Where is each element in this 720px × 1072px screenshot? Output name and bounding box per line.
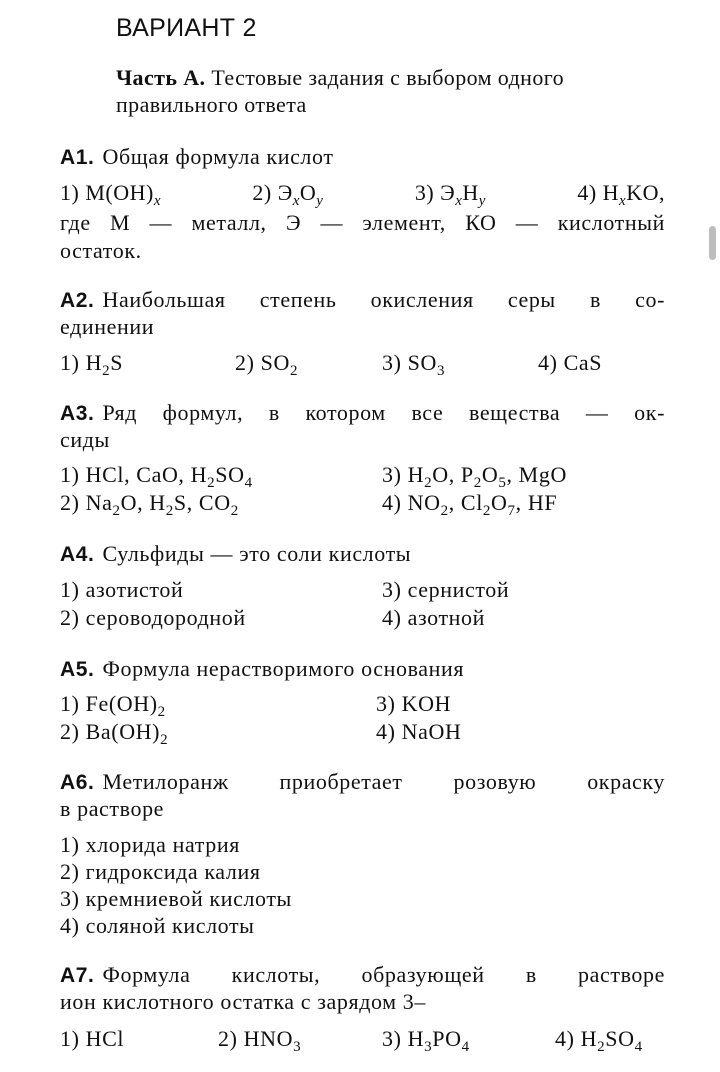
- question-number: А6.: [60, 771, 95, 794]
- answer-option-3: 3) $SO_3$: [382, 350, 446, 379]
- answer-option-1: 1) азотистой: [60, 577, 184, 602]
- part-text: Тестовые задания с выбором одного правильного ответа: [116, 65, 565, 117]
- question-a7: [60, 962, 665, 989]
- answer-option-2: 2) $SO_2$: [235, 350, 299, 379]
- answer-option-1: 1) $M(OH)_x$: [60, 180, 161, 209]
- answer-option-4: 4) соляной кислоты: [60, 913, 255, 938]
- answer-option-3: 3) сернистой: [382, 577, 510, 602]
- part-label: Часть А.: [116, 65, 206, 90]
- answer-option-2: 2) $Ba(OH)_2$: [60, 719, 169, 748]
- question-text: Сульфиды — это соли кислоты: [102, 541, 412, 566]
- answer-option-2: 2) $Э_xO_y$: [252, 180, 324, 209]
- question-a1: [60, 144, 665, 171]
- question-text: Наибольшая степень окисления серы в со-: [102, 287, 665, 312]
- question-a6: [60, 769, 665, 796]
- question-a4: [60, 541, 665, 568]
- question-number: А1.: [60, 146, 95, 169]
- answer-option-1: 1) $H_2S$: [60, 350, 124, 379]
- part-heading: [116, 64, 676, 118]
- question-a6-line2: в растворе: [60, 796, 165, 821]
- answer-option-2: 2) сероводородной: [60, 605, 246, 630]
- a1-note-line1: где М — металл, Э — элемент, КО — кислотный: [60, 210, 665, 235]
- answer-option-2: 2) $HNO_3$: [218, 1026, 302, 1055]
- question-number: А3.: [60, 402, 95, 425]
- question-a7-line2: ион кислотного остатка с зарядом 3–: [60, 989, 426, 1014]
- variant-title: ВАРИАНТ 2: [116, 14, 257, 42]
- answer-option-4: 4) азотной: [382, 605, 486, 630]
- answer-option-4: 4) $NO_2$, $Cl_2O_7$, HF: [382, 490, 558, 519]
- answer-option-2: 2) гидроксида калия: [60, 859, 261, 884]
- answer-option-1: 1) HCl: [60, 1026, 125, 1051]
- question-a2: [60, 287, 665, 314]
- answer-option-1: 1) хлорида натрия: [60, 832, 240, 857]
- question-a3: [60, 400, 665, 427]
- answer-option-3: 3) KOH: [376, 691, 452, 716]
- question-a2-line2: единении: [60, 314, 155, 339]
- question-number: А7.: [60, 964, 95, 987]
- question-number: А4.: [60, 543, 95, 566]
- answer-option-4: 4) $H_2SO_4$: [555, 1026, 643, 1055]
- answer-option-1: 1) HCl, CaO, $H_2SO_4$: [60, 462, 253, 491]
- answer-option-3: 3) $H_2O$, $P_2O_5$, MgO: [382, 462, 567, 491]
- question-text: Метилоранж приобретает розовую окраску: [102, 769, 665, 794]
- a1-note-line2: остаток.: [60, 238, 142, 263]
- answer-option-1: 1) $Fe(OH)_2$: [60, 691, 166, 720]
- question-a5: [60, 656, 665, 683]
- question-number: А2.: [60, 289, 95, 312]
- answer-option-4: 4) NaOH: [376, 719, 462, 744]
- answer-option-4: 4) $H_xKO$,: [577, 180, 665, 209]
- question-text: Формула кислоты, образующей в растворе: [102, 962, 665, 987]
- scrollbar-thumb[interactable]: [709, 226, 716, 260]
- a1-options: [60, 180, 665, 209]
- answer-option-2: 2) $Na_2O$, $H_2S$, $CO_2$: [60, 490, 239, 519]
- answer-option-3: 3) $H_3PO_4$: [382, 1026, 470, 1055]
- answer-option-4: 4) CaS: [538, 350, 603, 375]
- question-text: Ряд формул, в котором все вещества — ок-: [102, 400, 665, 425]
- question-a3-line2: сиды: [60, 427, 110, 452]
- answer-option-3: 3) $Э_xH_y$: [414, 180, 486, 209]
- question-text: Формула нерастворимого основания: [102, 656, 465, 681]
- answer-option-3: 3) кремниевой кислоты: [60, 886, 292, 911]
- question-text: Общая формула кислот: [102, 144, 334, 169]
- question-number: А5.: [60, 658, 95, 681]
